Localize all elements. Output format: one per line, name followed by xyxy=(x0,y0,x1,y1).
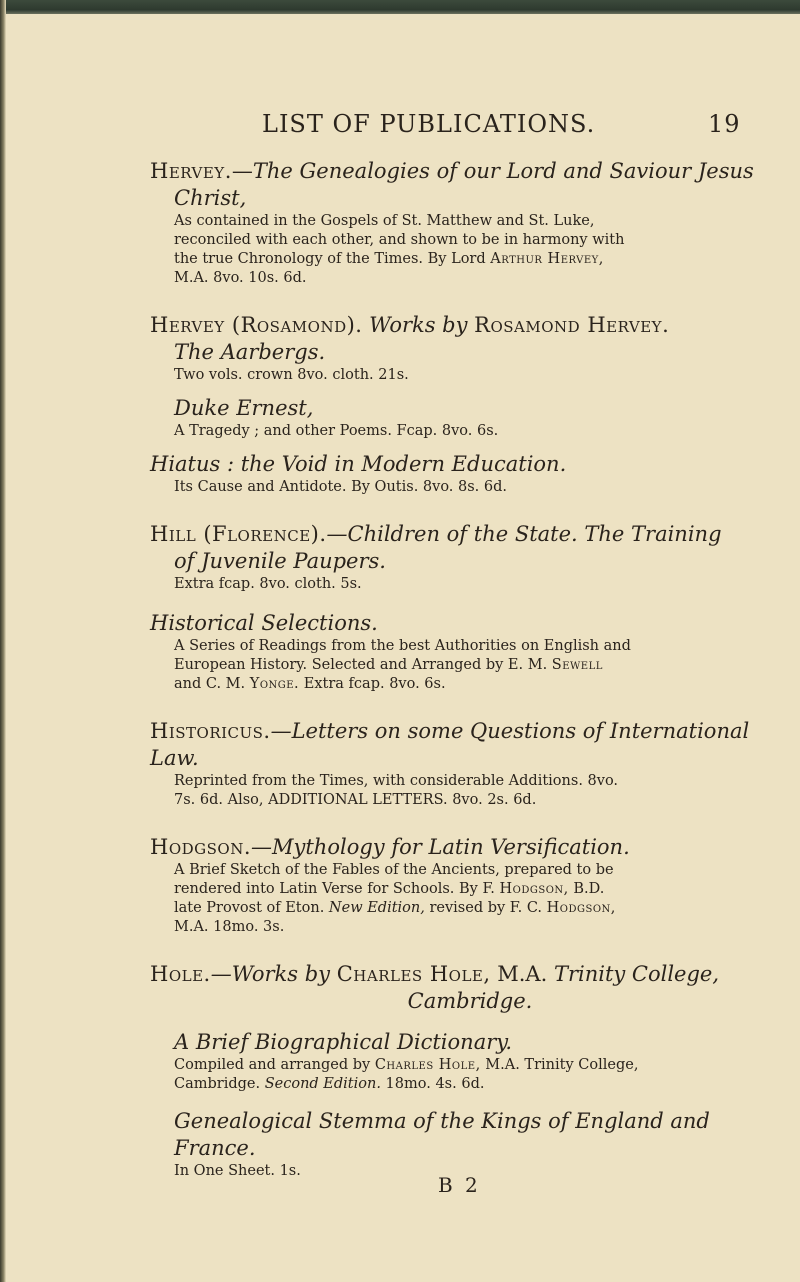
entry-author: Hodgson. xyxy=(150,835,251,859)
book-title: The Aarbergs. xyxy=(174,340,326,364)
book-title: Genealogical Stemma of the Kings of England and xyxy=(174,1109,710,1133)
book-description: Its Cause and Antidote. By Outis. 8vo. 8s. 6d. xyxy=(174,479,508,495)
entry-title: —Mythology for Latin Versification. xyxy=(251,835,630,859)
entry-title: The Genealogies of our Lord and Saviour Jesus xyxy=(252,159,754,183)
book-title: Historical Selections. xyxy=(150,611,378,635)
book-description: Two vols. crown 8vo. cloth. 21s. xyxy=(174,367,409,383)
entry-hole: Hole.—Works by Charles Hole, M.A. Trinity College, Cambridge. A Brief Biographical Dictionary. Compiled and arranged by Charles Hole, M.A. Trinity College, Cambridge. Second Edition. 18mo. 4s. 6d. Genealogical Stemma of the Kings of England and France. In One Sheet. 1s. xyxy=(150,961,790,1181)
entry-description: A Brief Sketch of the Fables of the Ancients, prepared to be rendered into Latin Verse for Schools. By F. Hodgson, B.D. late Provost of Eton. New Edition, revised by F. C. Hodgson, M.A. 18mo. 3s. xyxy=(174,862,616,935)
entry-hervey-genealogies: Hervey.—The Genealogies of our Lord and Saviour Jesus Christ, As contained in the Gospels of St. Matthew and St. Luke, reconciled with each other, and shown to be in harmony with the true Chronology of the Times. By Lord Arthur Hervey, M.A. 8vo. 10s. 6d. xyxy=(150,158,790,288)
book-title: Hiatus : the Void in Modern Education. xyxy=(150,452,567,476)
entry-description: Extra fcap. 8vo. cloth. 5s. xyxy=(174,576,362,592)
entry-historicus xyxy=(150,718,790,810)
entry-hodgson xyxy=(150,834,790,937)
entry-description: As contained in the Gospels of St. Matthew and St. Luke, reconciled with each other, and shown to be in harmony with the true Chronology of the Times. By Lord Arthur Hervey, M.A. 8vo. 10s. 6d. xyxy=(174,213,625,286)
publication-list xyxy=(150,158,790,1181)
entry-hill: Hill (Florence).—Children of the State. The Training of Juvenile Paupers. Extra fcap. 8vo. cloth. 5s. Historical Selections. A Series of Readings from the best Authorities on English and European History. Selected and Arranged by E. M. Sewell and C. M. Yonge. Extra fcap. 8vo. 6s. xyxy=(150,521,790,694)
book-description: A Tragedy ; and other Poems. Fcap. 8vo. 6s. xyxy=(174,423,499,439)
entry-author: Hill (Florence). xyxy=(150,522,327,546)
entry-author: Hervey. xyxy=(150,159,232,183)
entry-title: —Letters on some Questions of International Law. xyxy=(150,719,750,770)
entry-description: Reprinted from the Times, with considerable Additions. 8vo. 7s. 6d. Also, ADDITIONAL LETTERS. 8vo. 2s. 6d. xyxy=(174,773,619,808)
entry-hervey-rosamond: Hervey (Rosamond). Works by Rosamond Hervey. The Aarbergs. Two vols. crown 8vo. cloth. 21s. Duke Ernest, A Tragedy ; and other Poems. Fcap. 8vo. 6s. Hiatus : the Void in Modern Education. Its Cause and Antidote. By Outis. 8vo. 8s. 6d. xyxy=(150,312,790,497)
running-header xyxy=(262,110,762,138)
book-title: A Brief Biographical Dictionary. xyxy=(174,1030,512,1054)
entry-author: Hole. xyxy=(150,962,211,986)
book-description: In One Sheet. 1s. xyxy=(174,1163,301,1179)
entry-title: —Children of the State. The Training xyxy=(326,522,722,546)
book-description: A Series of Readings from the best Authorities on English and European History. Selected and Arranged by E. M. Sewell and C. M. Yonge. Extra fcap. 8vo. 6s. xyxy=(174,638,631,692)
running-header-title: LIST OF PUBLICATIONS. xyxy=(262,110,596,138)
page-number: 19 xyxy=(708,110,741,138)
entry-author: Historicus. xyxy=(150,719,271,743)
entry-author: Hervey (Rosamond). xyxy=(150,313,363,337)
entry-title-cont: Christ, xyxy=(174,186,247,210)
book-description: Compiled and arranged by Charles Hole, M.A. Trinity College, Cambridge. Second Edition. 18mo. 4s. 6d. xyxy=(174,1057,639,1092)
book-title: Duke Ernest, xyxy=(174,396,314,420)
signature-mark: B 2 xyxy=(438,1173,481,1197)
